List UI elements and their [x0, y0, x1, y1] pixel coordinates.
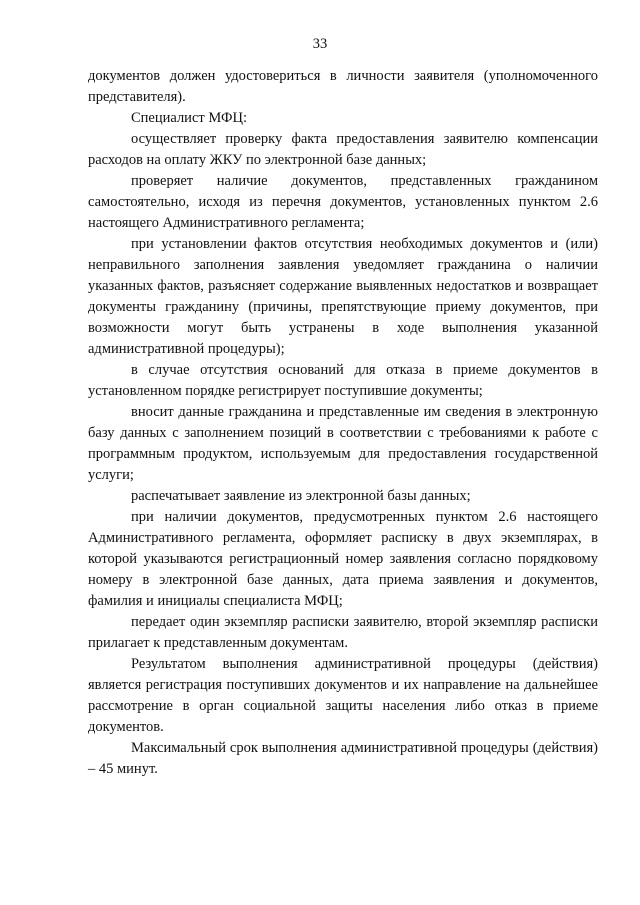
paragraph-transfer-receipt: передает один экземпляр расписки заявителю, второй экземпляр расписки прилагает к представленным документам.: [88, 614, 598, 651]
paragraph-enter-data: вносит данные гражданина и представленные им сведения в электронную базу данных с заполнением позиций в соответствии с требованиями к работе с программным продуктом, используемым для предоставления государственной услуги;: [88, 404, 598, 483]
page-number: 33: [312, 36, 328, 52]
paragraph-result: Результатом выполнения административной процедуры (действия) является регистрация поступивших документов и их направление на дальнейшее рассмотрение в орган социальной защиты населения либо отказ в приеме документов.: [88, 656, 598, 735]
document-body: [88, 66, 598, 780]
paragraph-print-application: распечатывает заявление из электронной базы данных;: [131, 488, 471, 504]
paragraph-check-documents: проверяет наличие документов, представленных гражданином самостоятельно, исходя из перечня документов, установленных пунктом 2.6 настоящего Административного регламента;: [88, 173, 598, 231]
paragraph-specialist-heading: Специалист МФЦ:: [131, 110, 247, 126]
paragraph-register-documents: в случае отсутствия оснований для отказа в приеме документов в установленном порядке регистрирует поступившие документы;: [88, 362, 598, 399]
paragraph-check-compensation: осуществляет проверку факта предоставления заявителю компенсации расходов на оплату ЖКУ по электронной базе данных;: [88, 131, 598, 168]
paragraph-max-duration: Максимальный срок выполнения административной процедуры (действия) – 45 минут.: [88, 740, 598, 777]
paragraph-missing-documents: при установлении фактов отсутствия необходимых документов и (или) неправильного заполнения заявления уведомляет гражданина о наличии указанных фактов, разъясняет содержание выявленных недостатков и возвращает документы гражданину (причины, препятствующие приему документов, при возможности могут быть устранены в ходе выполнения указанной административной процедуры);: [88, 236, 598, 357]
paragraph-issue-receipt: при наличии документов, предусмотренных пунктом 2.6 настоящего Административного регламента, оформляет расписку в двух экземплярах, в которой указываются регистрационный номер заявления согласно порядковому номеру в электронной базе данных, дата приема заявления и документов, фамилия и инициалы специалиста МФЦ;: [88, 509, 598, 609]
paragraph-continuation: документов должен удостовериться в личности заявителя (уполномоченного представителя).: [88, 68, 598, 105]
